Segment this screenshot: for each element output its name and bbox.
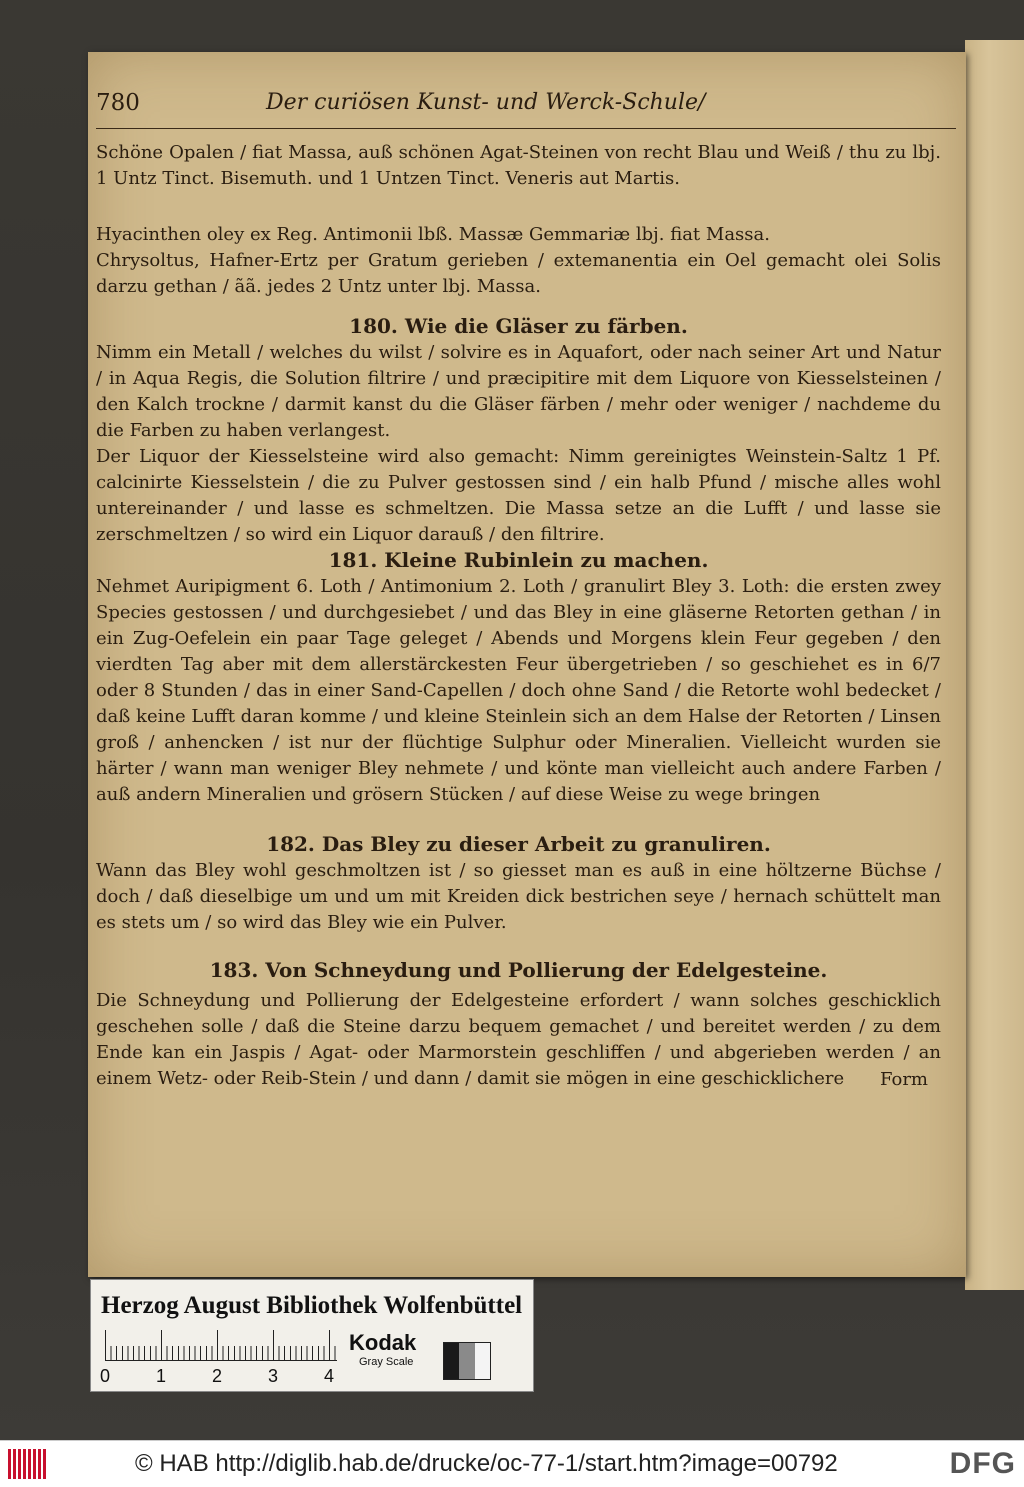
card-institution-title: Herzog August Bibliothek Wolfenbüttel [101,1292,523,1319]
running-head-title: Der curiösen Kunst- und Werck-Schule/ [266,90,706,115]
swatch-gray [459,1343,474,1379]
adjacent-page-edge [965,40,1024,1290]
kodak-brand: Kodak [349,1330,417,1355]
swatch-white [475,1343,490,1379]
copyright-link[interactable]: © HAB http://diglib.hab.de/drucke/oc-77-1/start.htm?image=00792 [135,1450,838,1477]
section-heading-181: 181. Kleine Rubinlein zu machen. [328,548,709,572]
section-heading-182: 182. Das Bley zu dieser Arbeit zu granuliren. [266,832,771,856]
section-heading-183: 183. Von Schneydung und Pollierung der Edelgesteine. [209,958,828,982]
ruler-major-tick [161,1330,162,1360]
intro-paragraph-2: Hyacinthen oley ex Reg. Antimonii lbß. Massæ Gemmariæ lbj. fiat Massa. [96,224,770,245]
ruler-number: 0 [100,1366,111,1386]
barcode-bars-icon[interactable] [8,1449,46,1479]
ruler-major-tick [329,1330,330,1360]
gray-swatches [443,1342,491,1380]
section-180-paragraph-2: Der Liquor der Kiesselsteine wird also gemacht: Nimm gereinigtes Weinstein-Saltz 1 Pf. calcinirte Kiesselstein / die zu Pulver gestossen sind / ein halb Pfund / mische alles wohl untereinander / und lasse es schmeltzen. Die Massa setze an die Lufft / und lasse sie zerschmeltzen / so wird ein Liquor darauß / den filtrire. [96,446,941,545]
dfg-logo[interactable]: DFG [949,1447,1016,1480]
ruler-major-tick [273,1330,274,1360]
ruler-number: 1 [156,1366,167,1386]
ruler-major-tick [105,1330,106,1360]
catchword: Form [879,1069,928,1090]
section-183-paragraph-1: Die Schneydung und Pollierung der Edelgesteine erfordert / wann solches geschicklich geschehen solle / daß die Steine darzu bequem gemachet / und bereitet werden / zu dem Ende kan ein Jaspis / Agat- oder Marmorstein geschliffen / und abgerieben werden / an einem Wetz- oder Reib-Stein / und dann / damit sie mögen in eine geschicklichere [96,990,941,1089]
swatch-black [444,1343,459,1379]
page-number: 780 [96,90,140,116]
measurement-ruler [105,1330,337,1361]
ruler-number: 3 [268,1366,279,1386]
section-heading-180: 180. Wie die Gläser zu färben. [349,314,688,338]
section-182-paragraph-1: Wann das Bley wohl geschmoltzen ist / so giesset man es auß in eine höltzerne Büchse / doch / daß dieselbige um und um mit Kreiden dick bestrichen seye / hernach schüttelt man es stets um / so wird das Bley wie ein Pulver. [96,860,941,933]
gray-scale-label: Gray Scale [359,1356,414,1368]
intro-paragraph-1: Schöne Opalen / fiat Massa, auß schönen Agat-Steinen von recht Blau und Weiß / thu zu lbj. 1 Untz Tinct. Bisemuth. und 1 Untzen Tinct. Veneris aut Martis. [96,142,941,189]
running-head [96,90,956,129]
section-180-paragraph-1: Nimm ein Metall / welches du wilst / solvire es in Aquafort, oder nach seiner Art und Natur / in Aqua Regis, die Solution filtrire / und præcipitire mit dem Liquore von Kiesselsteinen / den Kalch trockne / darmit kanst du die Gläser färben / mehr oder weniger / nachdeme du die Farben zu haben verlangest. [96,342,941,441]
ruler-number: 4 [324,1366,335,1386]
section-181-paragraph-1: Nehmet Auripigment 6. Loth / Antimonium 2. Loth / granulirt Bley 3. Loth: die ersten zwey Species gestossen / und durchgesiebet / und das Bley in eine gläserne Retorten gethan / in ein Zug-Oefelein ein paar Tage geleget / Abends und Morgens klein Feur gegeben / den vierdten Tag aber mit dem allerstärckesten Feur übergetrieben / so geschiehet es in 6/7 oder 8 Stunden / das in einer Sand-Capellen / doch ohne Sand / die Retorte wohl bedecket / daß keine Lufft daran komme / und kleine Steinlein sich an dem Halse der Retorten / Linsen groß / anhencken / ist nur der flüchtige Sulphur oder Mineralien. Vielleicht wurden sie härter / wann man weniger Bley nehmete / und könte man vielleicht auch andere Farben / auß andern Mineralien und grösern Stücken / auf diese Weise zu wege bringen [96,576,941,805]
intro-paragraph-3: Chrysoltus, Hafner-Ertz per Gratum gerieben / extemanentia ein Oel gemacht olei Solis darzu gethan / ãã. jedes 2 Untz unter lbj. Massa. [96,250,941,297]
ruler-major-tick [217,1330,218,1360]
color-calibration-card [90,1279,534,1392]
footer-bar [0,1440,1024,1487]
ruler-number: 2 [212,1366,223,1386]
